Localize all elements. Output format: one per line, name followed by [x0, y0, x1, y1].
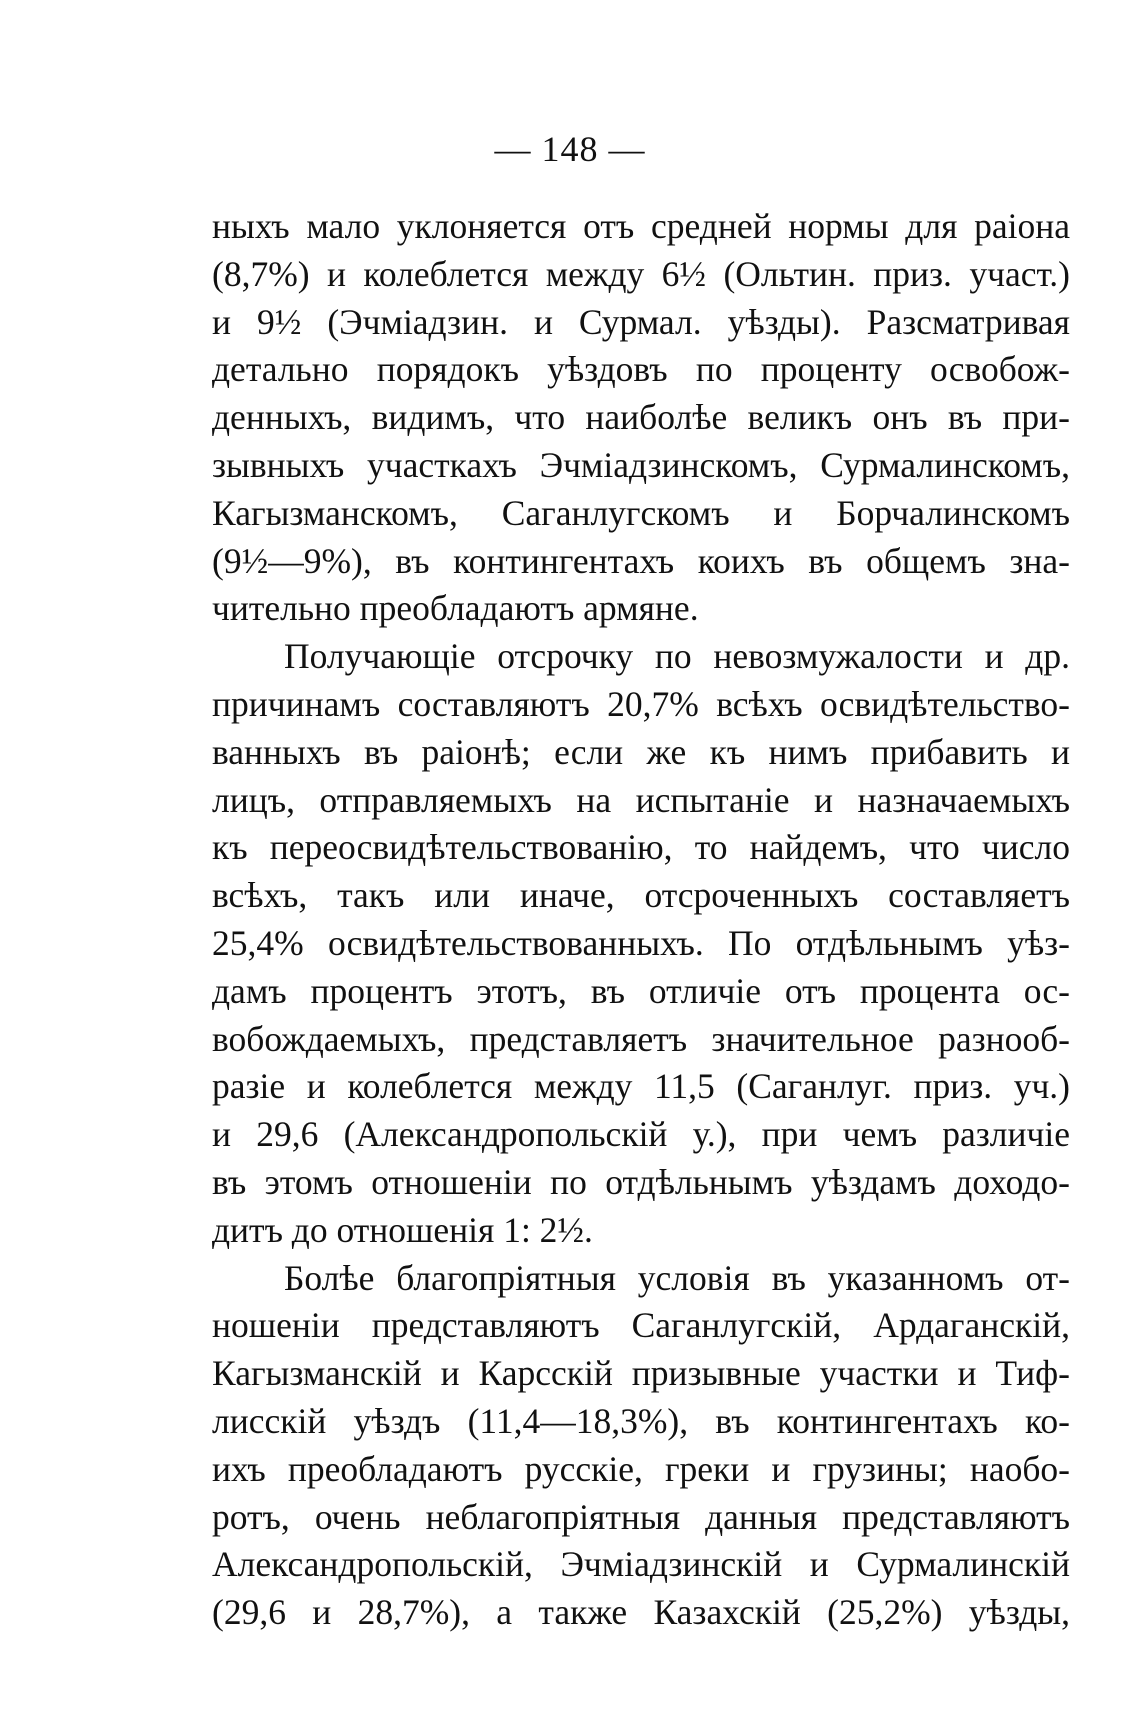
text-line: и 29,6 (Александропольскій у.), при чемъ различіе	[212, 1114, 1070, 1155]
text-line: лисскій уѣздъ (11,4—18,3%), въ контингентахъ ко-	[212, 1400, 1070, 1441]
text-line: дамъ процентъ этотъ, въ отличіе отъ процента ос-	[212, 970, 1070, 1011]
text-line: вобождаемыхъ, представляетъ значительное разнооб-	[212, 1018, 1070, 1059]
text-line: и 9½ (Эчміадзин. и Сурмал. уѣзды). Разсматривая	[212, 301, 1070, 342]
text-line: ванныхъ въ раіонѣ; если же къ нимъ прибавить и	[212, 731, 1070, 772]
text-line: Болѣе благопріятныя условія въ указанномъ от-	[284, 1257, 1070, 1298]
text-line: Александропольскій, Эчміадзинскій и Сурмалинскій	[212, 1544, 1070, 1585]
text-line: всѣхъ, такъ или иначе, отсроченныхъ составляетъ	[212, 875, 1070, 916]
text-line: зывныхъ участкахъ Эчміадзинскомъ, Сурмалинскомъ,	[212, 444, 1070, 485]
text-line: (8,7%) и колеблется между 6½ (Ольтин. приз. участ.)	[212, 253, 1070, 294]
text-line: къ переосвидѣтельствованію, то найдемъ, что число	[212, 827, 1070, 868]
text-line: чительно преобладаютъ армяне.	[212, 588, 699, 629]
paragraph	[212, 633, 1070, 1254]
body-text	[212, 203, 1070, 1637]
text-line: Кагызманскомъ, Саганлугскомъ и Борчалинскомъ	[212, 492, 1070, 533]
text-line: (9½—9%), въ контингентахъ коихъ въ общемъ зна-	[212, 540, 1070, 581]
text-line: ныхъ мало уклоняется отъ средней нормы для раіона	[212, 206, 1070, 246]
text-line: Кагызманскій и Карсскій призывные участки и Тиф-	[212, 1353, 1070, 1394]
text-line: лицъ, отправляемыхъ на испытаніе и назначаемыхъ	[212, 779, 1070, 820]
text-line: разіе и колеблется между 11,5 (Саганлуг. приз. уч.)	[212, 1066, 1070, 1107]
text-line: ротъ, очень неблагопріятныя данныя представляютъ	[212, 1496, 1070, 1537]
text-line: въ этомъ отношеніи по отдѣльнымъ уѣздамъ доходо-	[212, 1161, 1070, 1202]
text-line: детально порядокъ уѣздовъ по проценту освобож-	[212, 349, 1070, 390]
text-line: ношеніи представляютъ Саганлугскій, Ардаганскій,	[212, 1305, 1070, 1346]
text-line: денныхъ, видимъ, что наиболѣе великъ онъ въ при-	[212, 397, 1070, 438]
text-line: причинамъ составляютъ 20,7% всѣхъ освидѣтельство-	[212, 683, 1070, 724]
paragraph	[212, 1255, 1070, 1637]
text-line: Получающіе отсрочку по невозмужалости и др.	[284, 636, 1070, 677]
text-line: ихъ преобладаютъ русскіе, греки и грузины; наобо-	[212, 1448, 1070, 1489]
page-number: — 148 —	[494, 129, 646, 169]
paragraph	[212, 203, 1070, 633]
text-line: 25,4% освидѣтельствованныхъ. По отдѣльнымъ уѣз-	[212, 922, 1070, 963]
text-line: (29,6 и 28,7%), а также Казахскій (25,2%) уѣзды,	[212, 1592, 1070, 1633]
text-line: дитъ до отношенія 1: 2½.	[212, 1209, 593, 1250]
